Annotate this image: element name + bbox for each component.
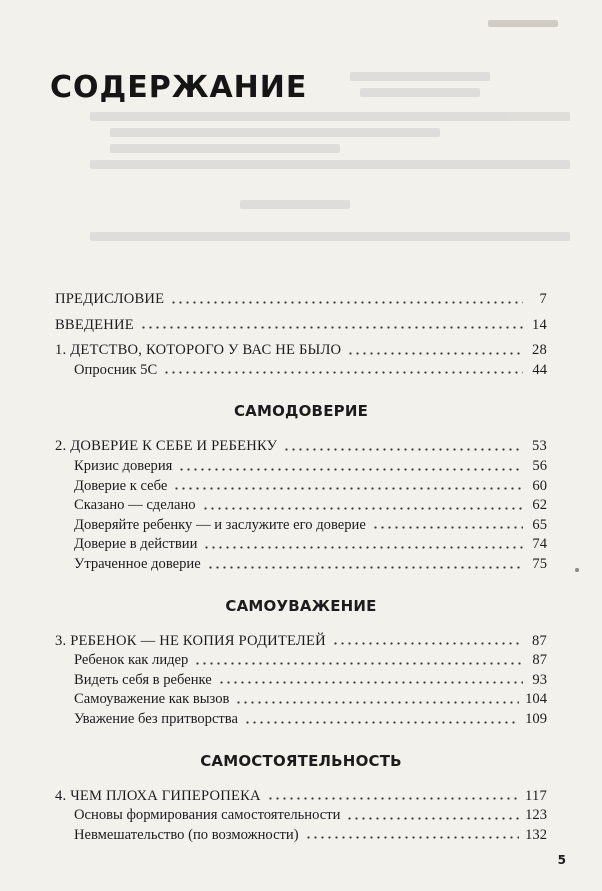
toc-entry-page: 117 bbox=[525, 787, 547, 804]
page-title: СОДЕРЖАНИЕ bbox=[50, 70, 308, 105]
toc-entry bbox=[55, 823, 547, 843]
toc-entry-chapter-4 bbox=[55, 784, 547, 804]
toc-entry-label: Кризис доверия bbox=[74, 457, 173, 474]
toc-entry-label: Утраченное доверие bbox=[74, 555, 201, 572]
toc-entry-label: Сказано — сделано bbox=[74, 497, 196, 514]
toc-entry-page: 74 bbox=[532, 536, 547, 553]
dot-leader bbox=[178, 468, 523, 471]
toc-entry bbox=[55, 707, 547, 727]
toc-entry-label: 3. РЕБЕНОК — НЕ КОПИЯ РОДИТЕЛЕЙ bbox=[55, 632, 326, 649]
dot-leader bbox=[283, 448, 523, 451]
toc-entry-label: Ребенок как лидер bbox=[74, 652, 189, 669]
toc-entry-label: Самоуважение как вызов bbox=[74, 691, 230, 708]
section-heading-independence: САМОСТОЯТЕЛЬНОСТЬ bbox=[200, 751, 402, 770]
toc-entry-questionnaire bbox=[55, 358, 547, 378]
dot-leader bbox=[346, 817, 519, 820]
toc-entry-label: Опросник 5С bbox=[74, 361, 158, 378]
toc-entry-page: 56 bbox=[532, 457, 547, 474]
toc-entry bbox=[55, 454, 547, 474]
toc-entry-label: Доверяйте ребенку — и заслужите его доверие bbox=[74, 516, 366, 533]
toc-entry bbox=[55, 552, 547, 572]
dot-leader bbox=[207, 566, 523, 569]
faded-running-head bbox=[488, 20, 558, 27]
toc-entry-introduction bbox=[55, 313, 547, 333]
toc-entry-label: ВВЕДЕНИЕ bbox=[55, 316, 134, 333]
toc-entry-label: Видеть себя в ребенке bbox=[74, 671, 212, 688]
dot-leader bbox=[267, 797, 519, 800]
paper-speck bbox=[575, 568, 579, 572]
toc-entry bbox=[55, 513, 547, 533]
toc-entry-page: 123 bbox=[525, 807, 547, 824]
toc-entry bbox=[55, 532, 547, 552]
table-of-contents bbox=[55, 287, 547, 842]
toc-entry bbox=[55, 648, 547, 668]
dot-leader bbox=[218, 681, 523, 684]
toc-entry-page: 104 bbox=[525, 691, 547, 708]
dot-leader bbox=[202, 507, 523, 510]
toc-entry-label: Невмешательство (по возможности) bbox=[74, 826, 299, 843]
toc-entry-label: 2. ДОВЕРИЕ К СЕБЕ И РЕБЕНКУ bbox=[55, 438, 278, 455]
toc-entry bbox=[55, 687, 547, 707]
toc-entry-label: Основы формирования самостоятельности bbox=[74, 807, 341, 824]
dot-leader bbox=[173, 487, 523, 490]
dot-leader bbox=[194, 662, 523, 665]
toc-entry-label: ПРЕДИСЛОВИЕ bbox=[55, 291, 165, 307]
toc-entry-label: Доверие к себе bbox=[74, 477, 168, 494]
dot-leader bbox=[372, 526, 523, 529]
page-number: 5 bbox=[557, 853, 566, 867]
toc-entry-page: 132 bbox=[525, 826, 547, 843]
toc-entry-page: 87 bbox=[532, 652, 547, 669]
toc-entry-label: 4. ЧЕМ ПЛОХА ГИПЕРОПЕКА bbox=[55, 787, 261, 804]
toc-entry-page: 28 bbox=[532, 342, 547, 359]
dot-leader bbox=[244, 721, 519, 724]
toc-entry-page: 7 bbox=[539, 291, 547, 307]
toc-entry-page: 75 bbox=[532, 555, 547, 572]
toc-entry bbox=[55, 493, 547, 513]
toc-entry-chapter-3 bbox=[55, 629, 547, 649]
dot-leader bbox=[235, 701, 519, 704]
toc-entry-label: Уважение без притворства bbox=[74, 710, 238, 727]
toc-entry bbox=[55, 668, 547, 688]
toc-entry-page: 93 bbox=[532, 671, 547, 688]
toc-entry-chapter-1 bbox=[55, 338, 547, 358]
dot-leader bbox=[170, 301, 523, 304]
dot-leader bbox=[305, 836, 520, 839]
section-heading-self-trust: САМОДОВЕРИЕ bbox=[233, 402, 369, 421]
toc-entry-page: 65 bbox=[532, 516, 547, 533]
dot-leader bbox=[332, 642, 523, 645]
toc-entry-page: 14 bbox=[532, 316, 547, 333]
toc-entry-page: 53 bbox=[532, 438, 547, 455]
dot-leader bbox=[140, 326, 523, 329]
toc-entry-page: 60 bbox=[532, 477, 547, 494]
dot-leader bbox=[163, 371, 523, 374]
toc-entry-label: Доверие в действии bbox=[74, 536, 198, 553]
toc-entry-label: 1. ДЕТСТВО, КОТОРОГО У ВАС НЕ БЫЛО bbox=[55, 342, 342, 359]
section-heading-self-respect: САМОУВАЖЕНИЕ bbox=[225, 596, 377, 615]
toc-entry-preface bbox=[55, 287, 547, 307]
dot-leader bbox=[347, 352, 523, 355]
toc-entry-page: 87 bbox=[532, 632, 547, 649]
toc-entry bbox=[55, 803, 547, 823]
dot-leader bbox=[203, 546, 523, 549]
toc-entry-chapter-2 bbox=[55, 434, 547, 454]
toc-entry-page: 62 bbox=[532, 497, 547, 514]
toc-entry-page: 109 bbox=[525, 710, 547, 727]
toc-entry-page: 44 bbox=[532, 361, 547, 378]
toc-entry bbox=[55, 474, 547, 494]
